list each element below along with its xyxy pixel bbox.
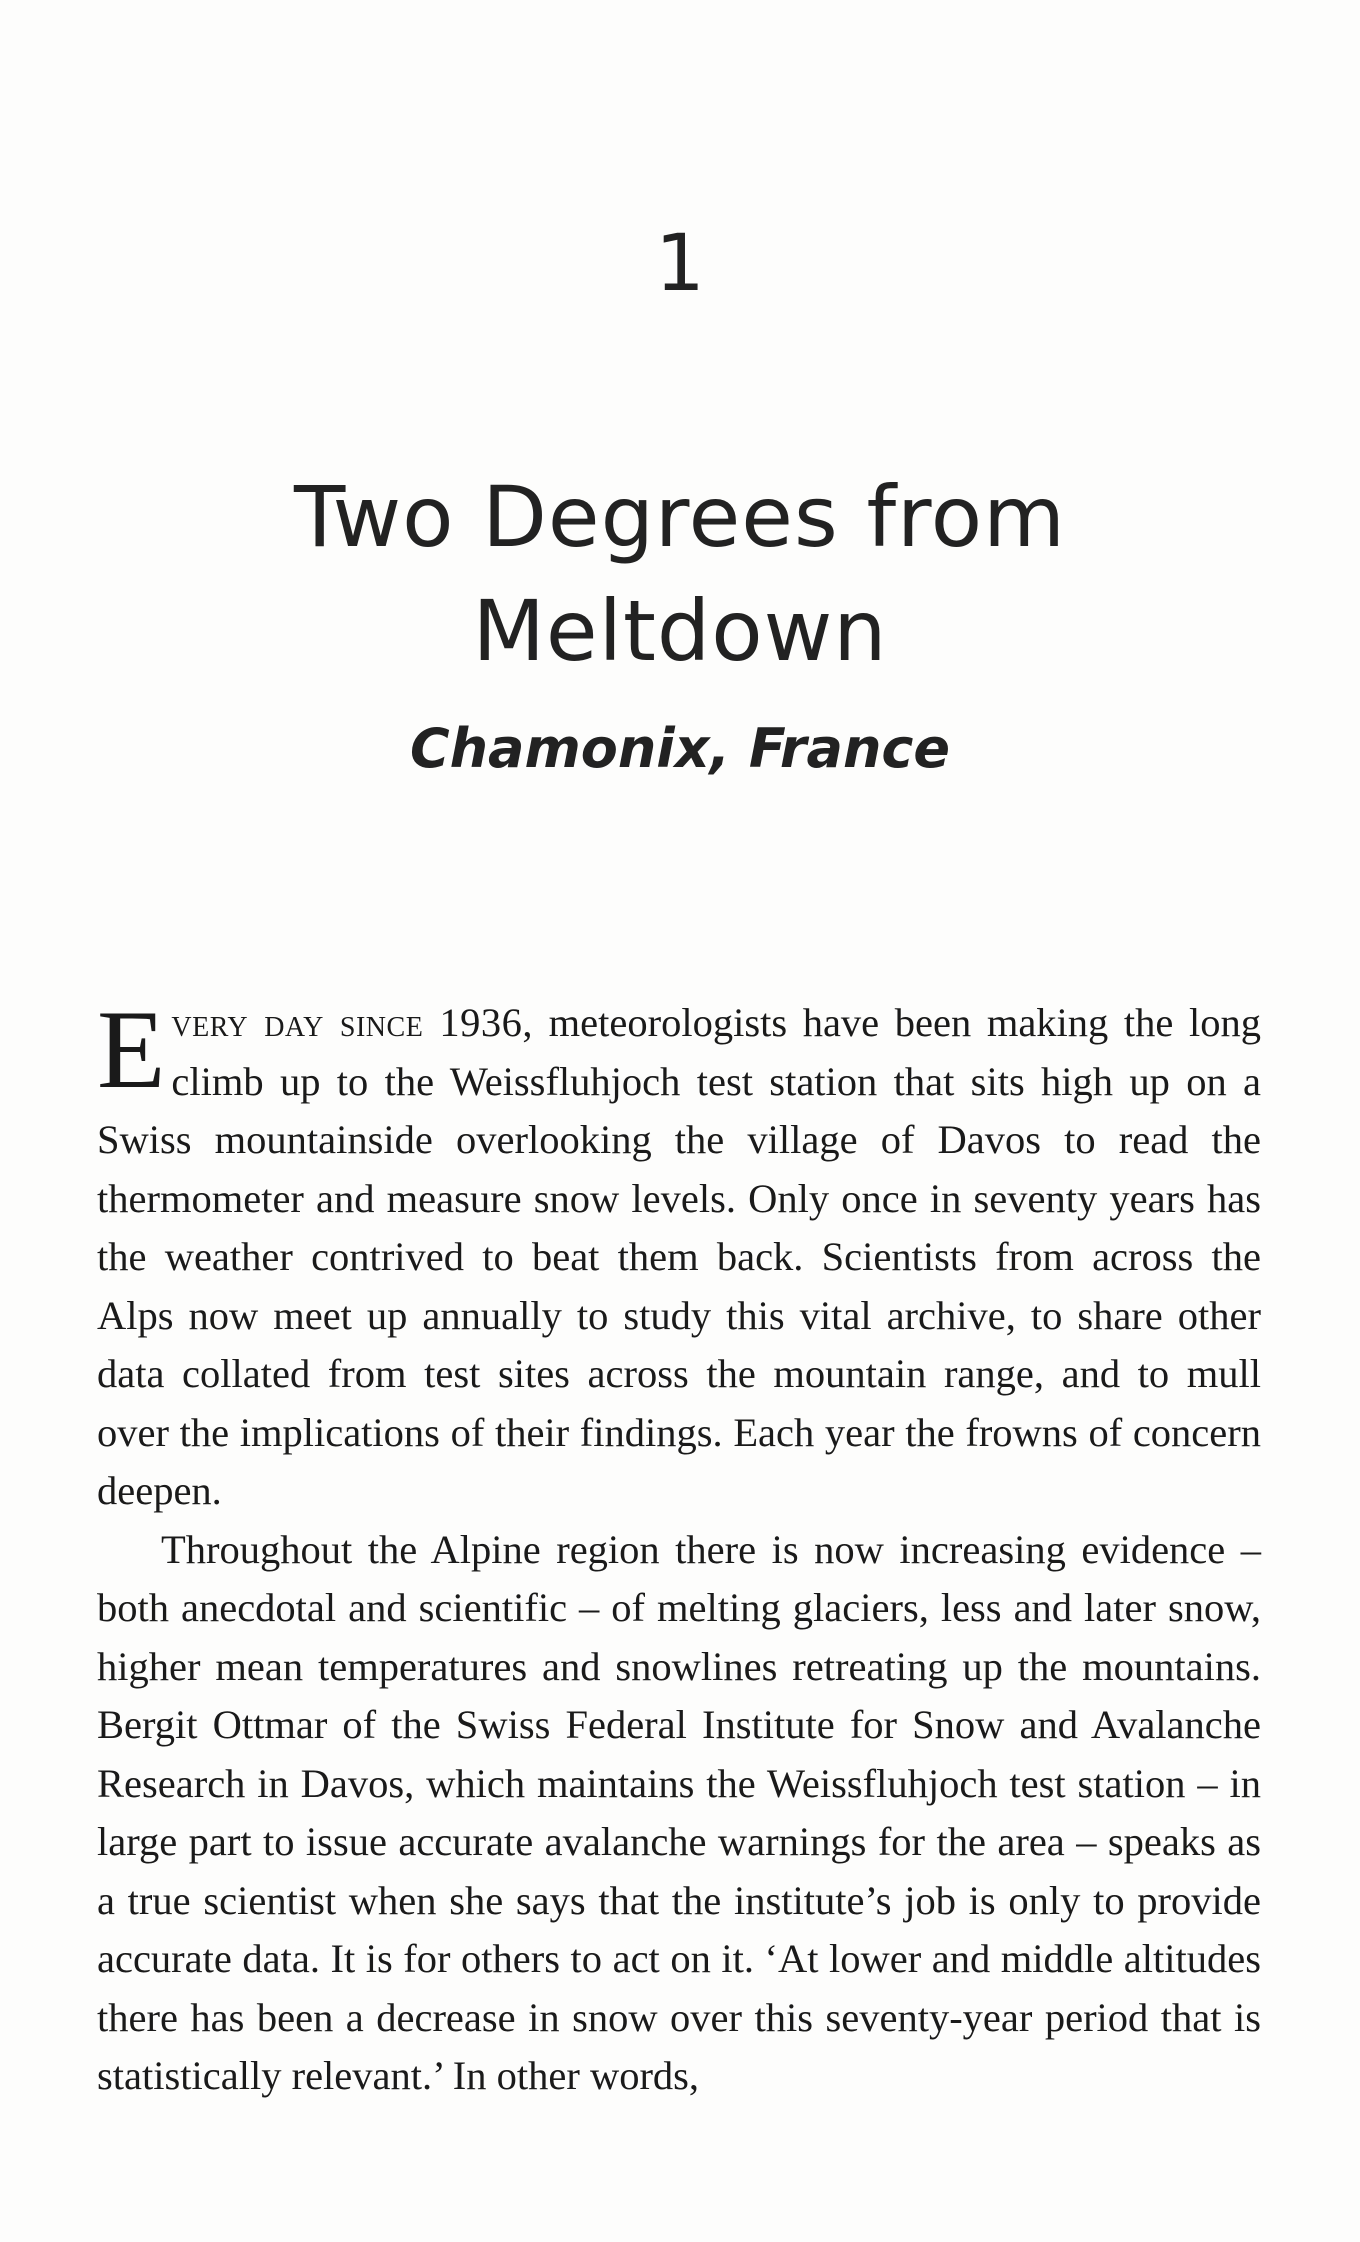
opening-small-caps: very day since 1936, bbox=[171, 1000, 534, 1045]
paragraph-2: Throughout the Alpine region there is now increasing evidence – both anecdotal and scientific – of melting glaciers, less and later snow, higher mean temperatures and snowlines retreating up the mountains. Bergit Ottmar of the Swiss Federal Institute for Snow and Avalanche Research in Davos, which maintains the Weissfluhjoch test station – in large part to issue accurate avalanche warnings for the area – speaks as a true scientist when she says that the institute’s job is only to provide accurate data. It is for others to act on it. ‘At lower and middle altitudes there has been a decrease in snow over this seventy-year period that is statistically relevant.’ In other words, bbox=[97, 1526, 1261, 2098]
chapter-title-line-2: Meltdown bbox=[472, 582, 888, 680]
chapter-body bbox=[97, 988, 1261, 2106]
paragraph-1 bbox=[97, 988, 1261, 1521]
paragraph-1-text: meteorologists have been making the long climb up to the Weissfluhjoch test station that sits high up on a Swiss mountainside overlooking the village of Davos to read the thermometer and measure snow levels. Only once in seventy years has the weather contrived to beat them back. Scientists from across the Alps now meet up annually to study this vital archive, to share other data collated from test sites across the mountain range, and to mull over the implications of their findings. Each year the frowns of concern deepen. bbox=[97, 1000, 1261, 1513]
drop-cap: E bbox=[97, 988, 166, 1112]
chapter-number: 1 bbox=[655, 219, 705, 309]
chapter-title bbox=[0, 460, 1360, 688]
chapter-title-line-1: Two Degrees from bbox=[294, 468, 1066, 566]
chapter-subtitle: Chamonix, France bbox=[409, 717, 951, 780]
